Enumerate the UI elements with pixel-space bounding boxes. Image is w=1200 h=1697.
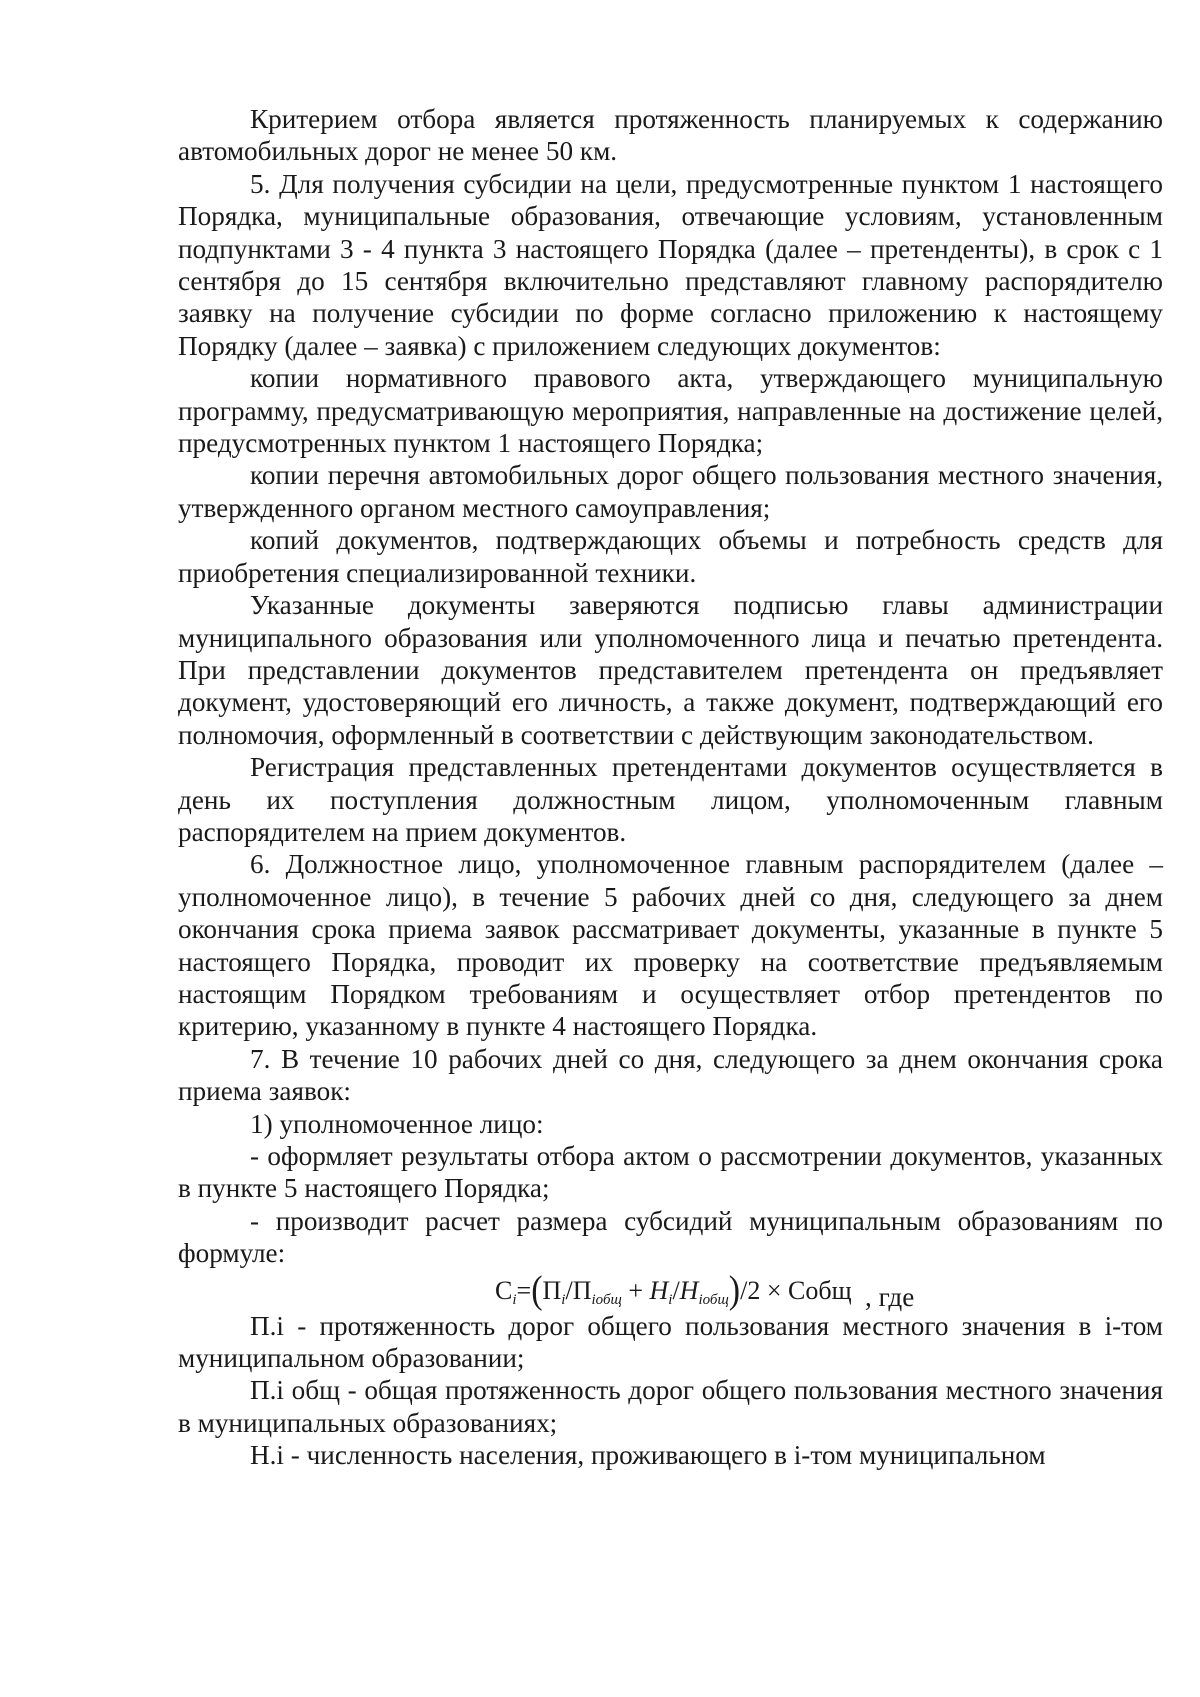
definition-p-i: П.i - протяженность дорог общего пользования местного значения в i-том муниципальном образовании;: [178, 1310, 1163, 1374]
paragraph-docs-equipment: копий документов, подтверждающих объемы и потребность средств для приобретения специализированной техники.: [178, 525, 1163, 588]
document-page: [178, 103, 1163, 1472]
paragraph-docs-roads-list: копии перечня автомобильных дорог общего пользования местного значения, утвержденного органом местного самоуправления;: [178, 460, 1163, 523]
paragraph-item-5: 5. Для получения субсидии на цели, предусмотренные пунктом 1 настоящего Порядка, муниципальные образования, отвечающие условиям, установленным подпунктами 3 - 4 пункта 3 настоящего Порядка (далее – претенденты), в срок с 1 сентября до 15 сентября включительно представляют главному распорядителю заявку на получение субсидии по форме согласно приложению к настоящему Порядку (далее – заявка) с приложением следующих документов:: [178, 168, 1163, 361]
paragraph-item-6: 6. Должностное лицо, уполномоченное главным распорядителем (далее – уполномоченное лицо), в течение 5 рабочих дней со дня, следующего за днем окончания срока приема заявок рассматривает документы, указанные в пункте 5 настоящего Порядка, проводит их проверку на соответствие предъявляемым настоящим Порядком требованиям и осуществляет отбор претендентов по критерию, указанному в пункте 4 настоящего Порядка.: [178, 849, 1163, 1042]
formula-line: [178, 1268, 1163, 1312]
subsidy-formula: $C_i=(П_i/П_{iобщ} + H_i/H_{iобщ})/2$ × Собщ: [495, 1268, 852, 1312]
paragraph-docs-program: копии нормативного правового акта, утверждающего муниципальную программу, предусматривающую мероприятия, направленные на достижение целей, предусмотренных пунктом 1 настоящего Порядка;: [178, 363, 1163, 459]
definition-h-i: Н.i - численность населения, проживающего в i-том муниципальном: [250, 1440, 1046, 1471]
paragraph-certification: Указанные документы заверяются подписью главы администрации муниципального образования или уполномоченного лица и печатью претендента. При представлении документов представителем претендента он предъявляет документ, удостоверяющий его личность, а также документ, подтверждающий его полномочия, оформленный в соответствии с действующим законодательством.: [178, 590, 1163, 750]
paragraph-act: - оформляет результаты отбора актом о рассмотрении документов, указанных в пункте 5 настоящего Порядка;: [178, 1141, 1163, 1204]
definition-p-i-total: П.i общ - общая протяженность дорог общего пользования местного значения в муниципальных образованиях;: [178, 1375, 1163, 1438]
paragraph-subitem-1: 1) уполномоченное лицо:: [250, 1108, 544, 1139]
paragraph-calculation: - производит расчет размера субсидий муниципальным образованиям по формуле:: [178, 1205, 1163, 1269]
formula-where: , где: [865, 1281, 915, 1312]
paragraph-item-7: 7. В течение 10 рабочих дней со дня, следующего за днем окончания срока приема заявок:: [178, 1043, 1163, 1107]
paragraph-registration: Регистрация представленных претендентами документов осуществляется в день их поступления должностным лицом, уполномоченным главным распорядителем на прием документов.: [178, 752, 1163, 847]
paragraph-criterion: Критерием отбора является протяженность планируемых к содержанию автомобильных дорог не менее 50 км.: [178, 104, 1163, 167]
